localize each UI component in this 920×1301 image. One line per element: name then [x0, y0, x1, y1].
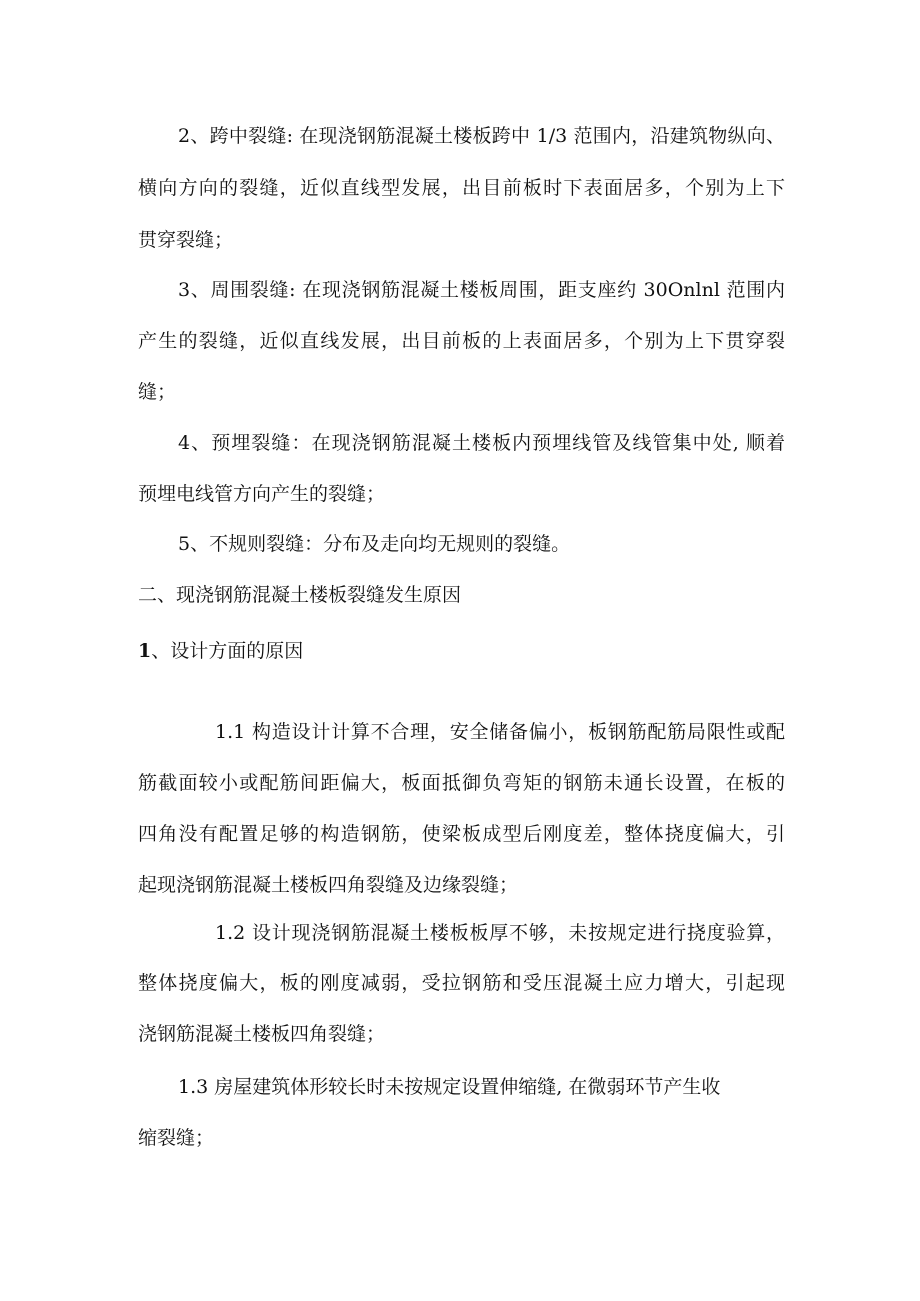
text-line: 缝；: [138, 381, 177, 403]
text-line: 4、预埋裂缝：在现浇钢筋混凝土楼板内预埋线管及线管集中处, 顺着: [178, 432, 785, 454]
text-line: 1.3 房屋建筑体形较长时未按规定设置伸缩缝, 在微弱环节产生收: [178, 1076, 721, 1098]
text-line: 横向方向的裂缝，近似直线型发展，出目前板时下表面居多，个别为上下: [138, 177, 785, 199]
section-heading: 二、现浇钢筋混凝土楼板裂缝发生原因: [138, 584, 462, 606]
text-line: 起现浇钢筋混凝土楼板四角裂缝及边缘裂缝；: [138, 874, 519, 896]
text-line: 预埋电线管方向产生的裂缝；: [138, 483, 386, 505]
text-line: 1.2 设计现浇钢筋混凝土楼板板厚不够，未按规定进行挠度验算，: [215, 922, 785, 944]
text-line: 筋截面较小或配筋间距偏大，板面抵御负弯矩的钢筋未通长设置，在板的: [138, 772, 785, 794]
text-line: 贯穿裂缝；: [138, 229, 234, 251]
text-line: 浇钢筋混凝土楼板四角裂缝；: [138, 1023, 386, 1045]
text-line: 产生的裂缝，近似直线发展，出目前板的上表面居多，个别为上下贯穿裂: [138, 330, 785, 352]
heading-number: 1: [138, 640, 152, 662]
text-line: 整体挠度偏大，板的刚度减弱，受拉钢筋和受压混凝土应力增大，引起现: [138, 972, 785, 994]
text-line: 1.1 构造设计计算不合理，安全储备偏小，板钢筋配筋局限性或配: [215, 721, 785, 743]
subsection-heading: [0, 637, 920, 665]
text-line: 5、不规则裂缝：分布及走向均无规则的裂缝。: [178, 533, 571, 555]
text-line: 3、周围裂缝: 在现浇钢筋混凝土楼板周围，距支座约 30Onlnl 范围内: [178, 279, 785, 301]
text-line: 四角没有配置足够的构造钢筋，使梁板成型后刚度差，整体挠度偏大，引: [138, 823, 785, 845]
heading-text: 、设计方面的原因: [151, 640, 304, 662]
text-line: 2、跨中裂缝: 在现浇钢筋混凝土楼板跨中 1/3 范围内，沿建筑物纵向、: [178, 125, 785, 147]
text-line: 缩裂缝；: [138, 1127, 215, 1149]
